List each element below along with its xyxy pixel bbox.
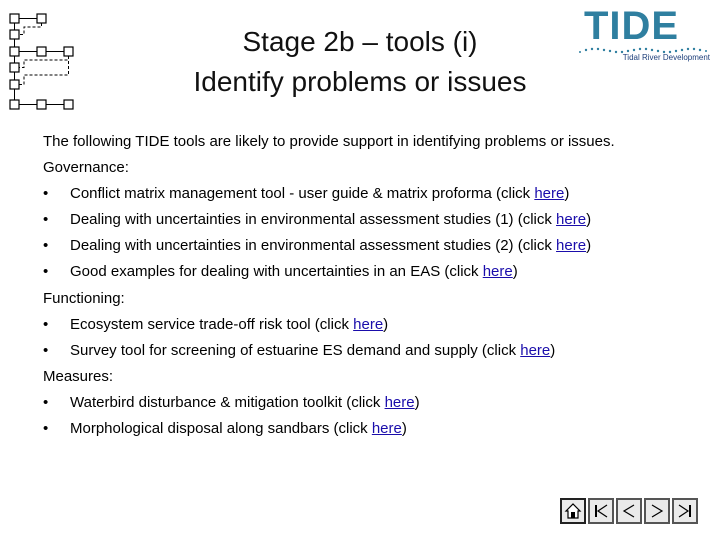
list-item-suffix: ) bbox=[512, 263, 518, 281]
here-link[interactable]: here bbox=[556, 237, 587, 255]
logo-subtitle: Tidal River Development bbox=[622, 53, 710, 62]
list-item-text: Good examples for dealing with uncertainties in an EAS (click bbox=[70, 263, 483, 281]
list-item bbox=[43, 181, 703, 207]
home-button[interactable] bbox=[560, 498, 586, 524]
title-line-2: Identify problems or issues bbox=[193, 66, 527, 97]
list-item-text: Ecosystem service trade-off risk tool (click bbox=[70, 315, 354, 333]
list-item-suffix: ) bbox=[414, 393, 420, 411]
list-item bbox=[43, 390, 703, 416]
list-item-text: Dealing with uncertainties in environmental assessment studies (2) (click bbox=[70, 237, 557, 255]
section-heading-functioning: Functioning: bbox=[43, 289, 125, 307]
list-item-suffix: ) bbox=[586, 211, 592, 229]
next-slide-button[interactable] bbox=[644, 498, 670, 524]
intro-text: The following TIDE tools are likely to provide support in identifying problems or issues. bbox=[43, 133, 615, 150]
home-icon bbox=[564, 502, 582, 520]
bullet: • bbox=[43, 185, 49, 203]
here-link[interactable]: here bbox=[534, 185, 565, 203]
bullet: • bbox=[43, 263, 49, 281]
list-item bbox=[43, 312, 703, 338]
list-item-suffix: ) bbox=[564, 185, 570, 203]
list-item-suffix: ) bbox=[401, 420, 407, 438]
list-item-text: Conflict matrix management tool - user guide & matrix proforma (click bbox=[70, 185, 535, 203]
list-item bbox=[43, 207, 703, 233]
list-item-text: Morphological disposal along sandbars (click bbox=[70, 420, 372, 438]
last-slide-icon bbox=[676, 502, 694, 520]
bullet: • bbox=[43, 341, 49, 359]
list-item-text: Waterbird disturbance & mitigation toolkit (click bbox=[70, 393, 385, 411]
flow-diagram-icon bbox=[8, 8, 80, 112]
bullet: • bbox=[43, 420, 49, 438]
here-link[interactable]: here bbox=[353, 315, 384, 333]
list-item-suffix: ) bbox=[550, 341, 556, 359]
bullet: • bbox=[43, 393, 49, 411]
list-item-suffix: ) bbox=[586, 237, 592, 255]
bullet: • bbox=[43, 211, 49, 229]
list-item-text: Survey tool for screening of estuarine ES demand and supply (click bbox=[70, 341, 521, 359]
logo-text: TIDE bbox=[584, 4, 680, 48]
section-heading-governance: Governance: bbox=[43, 159, 129, 177]
first-slide-button[interactable] bbox=[588, 498, 614, 524]
bullet: • bbox=[43, 237, 49, 255]
here-link[interactable]: here bbox=[556, 211, 587, 229]
tide-logo bbox=[574, 4, 714, 68]
slide-body bbox=[43, 129, 703, 442]
previous-slide-icon bbox=[620, 502, 638, 520]
list-item bbox=[43, 259, 703, 285]
list-item bbox=[43, 416, 703, 442]
slide-navigation bbox=[560, 498, 698, 524]
title-line-1: Stage 2b – tools (i) bbox=[242, 26, 478, 57]
last-slide-button[interactable] bbox=[672, 498, 698, 524]
here-link[interactable]: here bbox=[482, 263, 513, 281]
section-heading-measures: Measures: bbox=[43, 367, 114, 385]
list-item bbox=[43, 233, 703, 259]
list-item bbox=[43, 338, 703, 364]
list-item-suffix: ) bbox=[383, 315, 389, 333]
slide-title bbox=[110, 22, 610, 102]
bullet: • bbox=[43, 315, 49, 333]
list-item-text: Dealing with uncertainties in environmental assessment studies (1) (click bbox=[70, 211, 557, 229]
here-link[interactable]: here bbox=[520, 341, 551, 359]
here-link[interactable]: here bbox=[371, 420, 402, 438]
here-link[interactable]: here bbox=[384, 393, 415, 411]
next-slide-icon bbox=[648, 502, 666, 520]
first-slide-icon bbox=[592, 502, 610, 520]
previous-slide-button[interactable] bbox=[616, 498, 642, 524]
